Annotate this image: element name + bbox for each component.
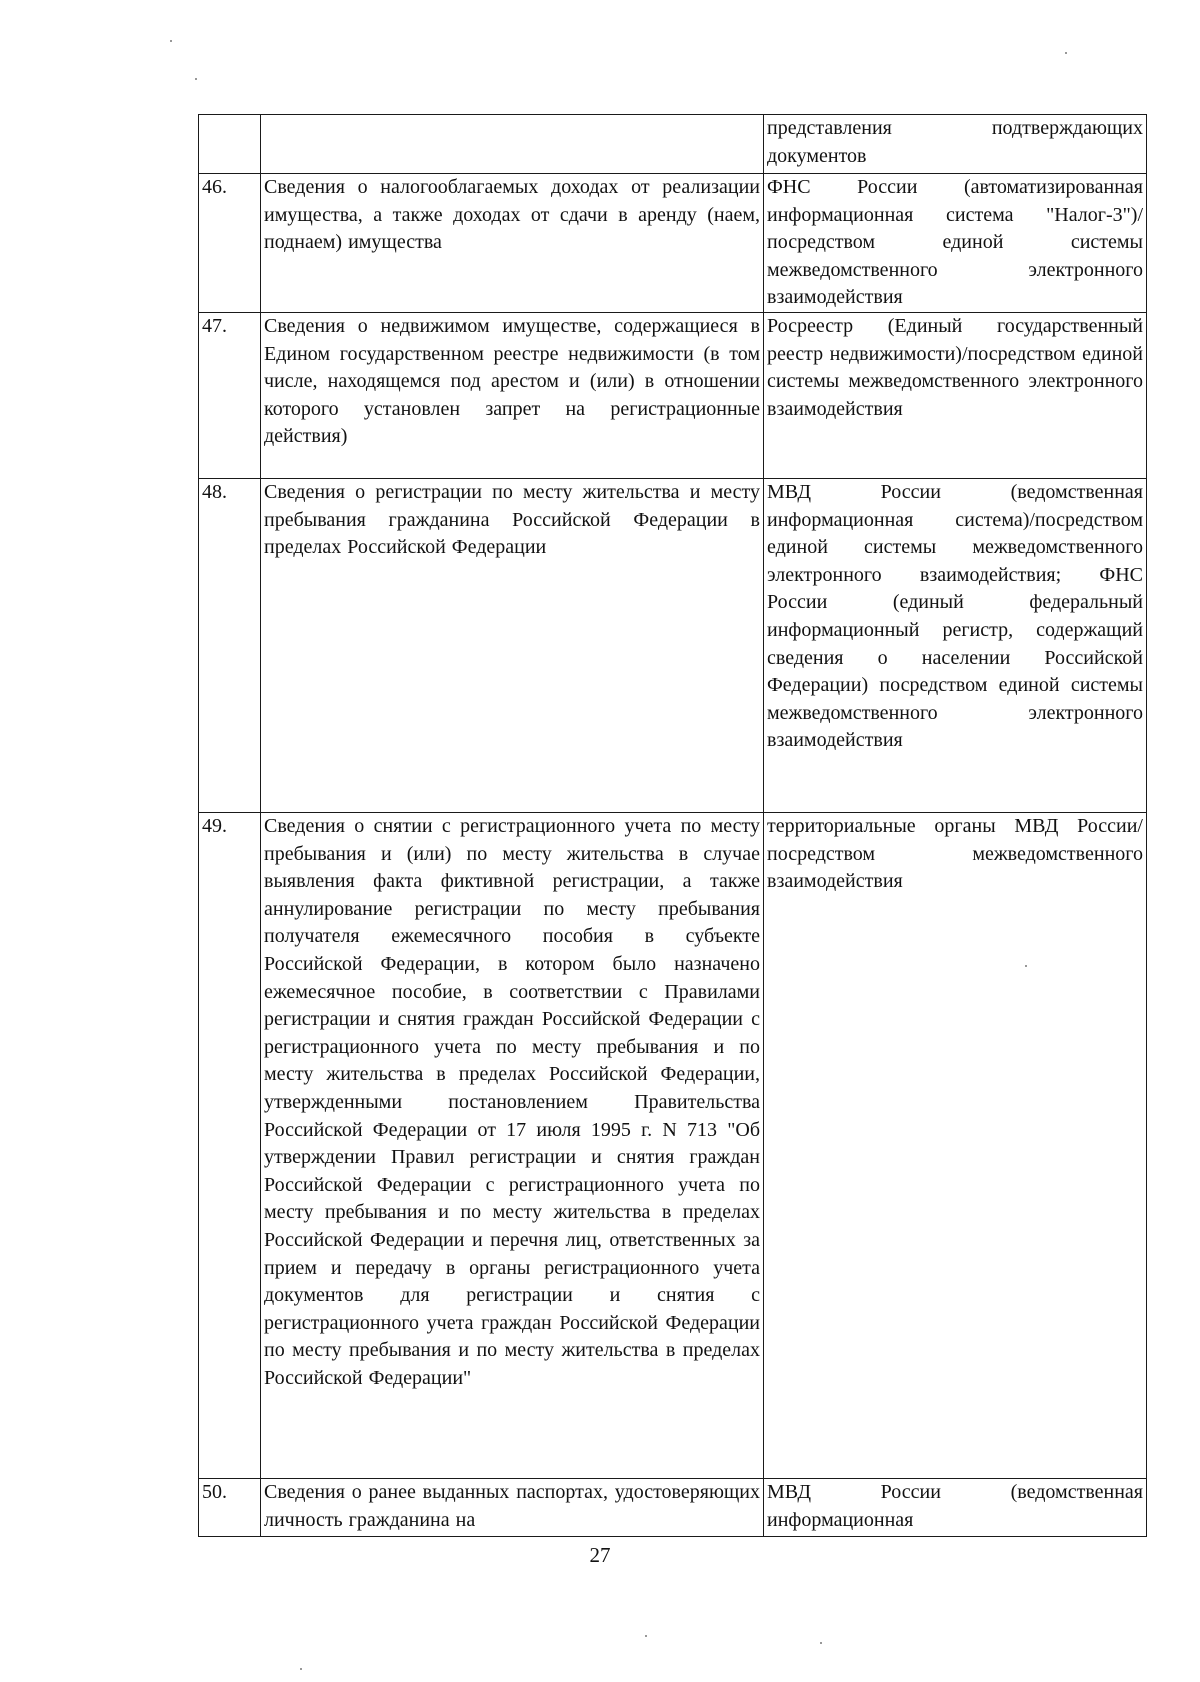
table-row (199, 174, 1147, 313)
table-row (199, 115, 1147, 174)
info-cell: Сведения о регистрации по месту жительства и месту пребывания гражданина Российской Федерации в пределах Российской Федерации (261, 479, 764, 813)
row-number: 46. (199, 174, 261, 313)
source-cell: МВД России (ведомственная информационная (764, 1479, 1147, 1537)
table-row (199, 479, 1147, 813)
page-number: 27 (589, 1543, 611, 1567)
info-cell: Сведения о недвижимом имуществе, содержащиеся в Едином государственном реестре недвижимости (в том числе, находящемся под арестом и (или) в отношении которого установлен запрет на регистрационные действия) (261, 313, 764, 479)
source-cell: представления подтверждающих документов (764, 115, 1147, 174)
row-number (199, 115, 261, 174)
table-row (199, 813, 1147, 1479)
row-number: 50. (199, 1479, 261, 1537)
table-row (199, 1479, 1147, 1537)
info-cell: Сведения о ранее выданных паспортах, удостоверяющих личность гражданина на (261, 1479, 764, 1537)
scan-speck (1065, 52, 1067, 54)
row-number: 48. (199, 479, 261, 813)
scan-speck (1025, 965, 1027, 967)
data-table (198, 114, 1147, 1537)
scan-speck (645, 1635, 647, 1637)
row-number: 47. (199, 313, 261, 479)
table-row (199, 313, 1147, 479)
info-cell: Сведения о снятии с регистрационного учета по месту пребывания и (или) по месту жительства в случае выявления факта фиктивной регистрации, а также аннулирование регистрации по месту пребывания получателя ежемесячного пособия в субъекте Российской Федерации, в котором было назначено ежемесячное пособие, в соответствии с Правилами регистрации и снятия граждан Российской Федерации с регистрационного учета по месту пребывания и по месту жительства в пределах Российской Федерации, утвержденными постановлением Правительства Российской Федерации от 17 июля 1995 г. N 713 "Об утверждении Правил регистрации и снятия граждан Российской Федерации с регистрационного учета по месту пребывания и по месту жительства в пределах Российской Федерации и перечня лиц, ответственных за прием и передачу в органы регистрационного учета документов для регистрации и снятия с регистрационного учета граждан Российской Федерации по месту пребывания и по месту жительства в пределах Российской Федерации" (261, 813, 764, 1479)
info-cell (261, 115, 764, 174)
source-cell: территориальные органы МВД России/посредством межведомственного взаимодействия (764, 813, 1147, 1479)
row-number: 49. (199, 813, 261, 1479)
scan-speck (170, 40, 172, 42)
scan-speck (300, 1668, 302, 1670)
source-cell: Росреестр (Единый государственный реестр недвижимости)/посредством единой системы межведомственного электронного взаимодействия (764, 313, 1147, 479)
info-cell: Сведения о налогооблагаемых доходах от реализации имущества, а также доходах от сдачи в аренду (наем, поднаем) имущества (261, 174, 764, 313)
source-cell: ФНС России (автоматизированная информационная система "Налог-3")/посредством единой системы межведомственного электронного взаимодействия (764, 174, 1147, 313)
scan-speck (820, 1642, 822, 1644)
source-cell: МВД России (ведомственная информационная система)/посредством единой системы межведомственного электронного взаимодействия; ФНС России (единый федеральный информационный регистр, содержащий сведения о населении Российской Федерации) посредством единой системы межведомственного электронного взаимодействия (764, 479, 1147, 813)
scan-speck (195, 78, 197, 80)
